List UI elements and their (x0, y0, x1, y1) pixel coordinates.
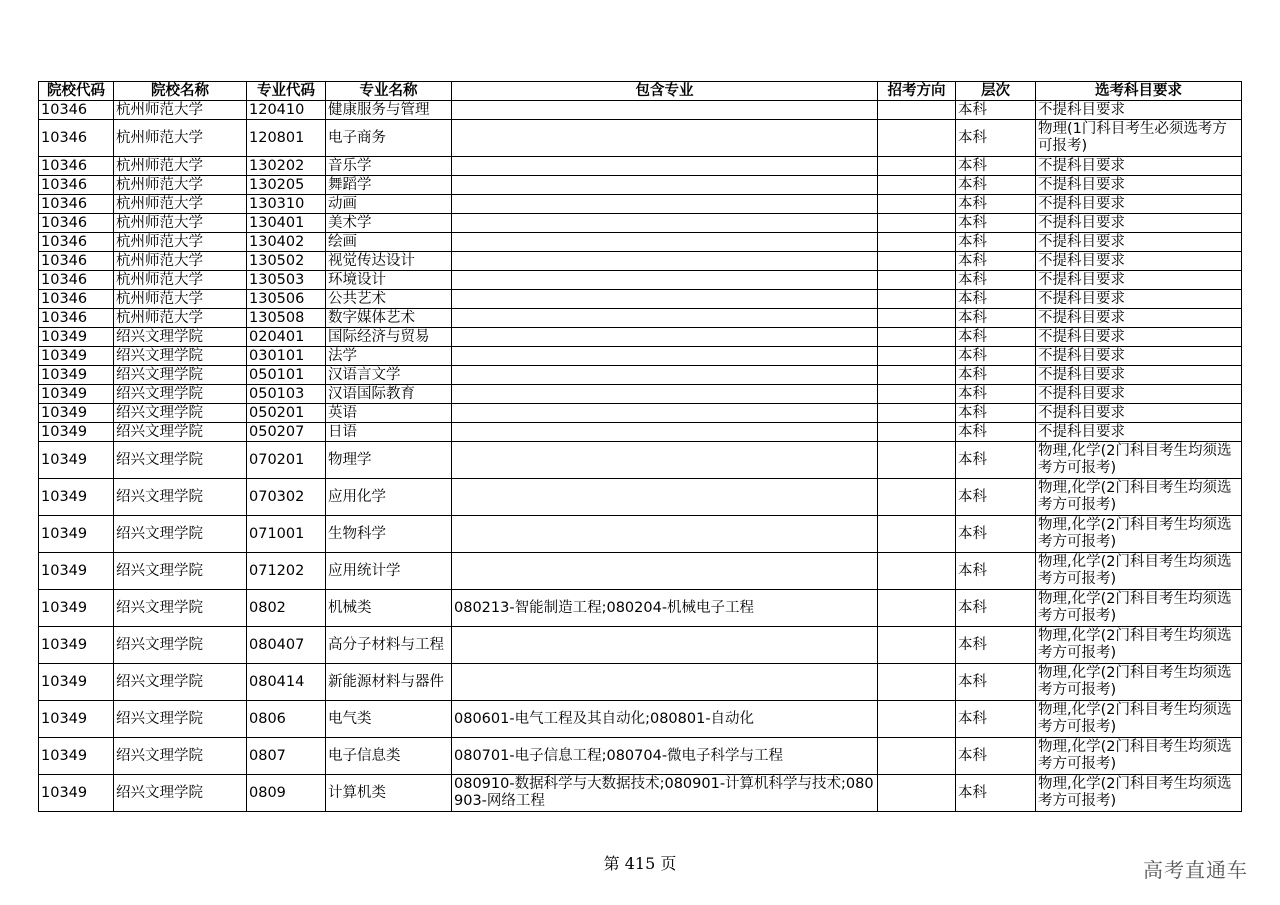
subject-requirement-cell: 不提科目要求 (1036, 176, 1242, 195)
subject-requirement-cell: 不提科目要求 (1036, 157, 1242, 176)
direction-cell (878, 176, 956, 195)
school-name-cell: 杭州师范大学 (114, 271, 247, 290)
major-name-cell: 绘画 (326, 233, 452, 252)
table-row (39, 290, 1242, 309)
included-majors-cell (452, 309, 878, 328)
level-cell: 本科 (956, 120, 1036, 157)
school-name-cell: 绍兴文理学院 (114, 664, 247, 701)
table-row (39, 404, 1242, 423)
major-name-cell: 英语 (326, 404, 452, 423)
level-cell: 本科 (956, 290, 1036, 309)
table-row (39, 664, 1242, 701)
subject-requirement-cell: 不提科目要求 (1036, 385, 1242, 404)
major-name-cell: 音乐学 (326, 157, 452, 176)
subject-requirement-cell: 物理,化学(2门科目考生均须选考方可报考) (1036, 516, 1242, 553)
major-code-cell: 120410 (247, 101, 326, 120)
direction-cell (878, 157, 956, 176)
included-majors-cell: 080213-智能制造工程;080204-机械电子工程 (452, 590, 878, 627)
school-code-cell: 10349 (39, 701, 114, 738)
level-cell: 本科 (956, 157, 1036, 176)
level-cell: 本科 (956, 176, 1036, 195)
included-majors-cell (452, 157, 878, 176)
subject-requirement-cell: 物理,化学(2门科目考生均须选考方可报考) (1036, 553, 1242, 590)
table-row (39, 590, 1242, 627)
level-cell: 本科 (956, 775, 1036, 812)
school-code-cell: 10349 (39, 664, 114, 701)
major-name-cell: 机械类 (326, 590, 452, 627)
included-majors-cell (452, 347, 878, 366)
school-name-cell: 绍兴文理学院 (114, 627, 247, 664)
major-code-cell: 070302 (247, 479, 326, 516)
school-code-cell: 10346 (39, 233, 114, 252)
school-code-cell: 10349 (39, 738, 114, 775)
subject-requirement-cell: 不提科目要求 (1036, 195, 1242, 214)
major-code-cell: 050103 (247, 385, 326, 404)
major-code-cell: 0807 (247, 738, 326, 775)
major-name-cell: 公共艺术 (326, 290, 452, 309)
major-code-cell: 0809 (247, 775, 326, 812)
school-code-cell: 10346 (39, 120, 114, 157)
major-code-cell: 080407 (247, 627, 326, 664)
table-row (39, 195, 1242, 214)
major-code-cell: 130205 (247, 176, 326, 195)
school-name-cell: 杭州师范大学 (114, 233, 247, 252)
level-cell: 本科 (956, 233, 1036, 252)
included-majors-cell: 080701-电子信息工程;080704-微电子科学与工程 (452, 738, 878, 775)
school-name-cell: 绍兴文理学院 (114, 385, 247, 404)
school-name-cell: 绍兴文理学院 (114, 701, 247, 738)
direction-cell (878, 423, 956, 442)
school-name-cell: 杭州师范大学 (114, 195, 247, 214)
major-name-cell: 美术学 (326, 214, 452, 233)
subject-requirement-cell: 物理(1门科目考生必须选考方可报考) (1036, 120, 1242, 157)
school-name-cell: 杭州师范大学 (114, 120, 247, 157)
school-code-cell: 10349 (39, 404, 114, 423)
direction-cell (878, 775, 956, 812)
school-name-cell: 杭州师范大学 (114, 157, 247, 176)
level-cell: 本科 (956, 101, 1036, 120)
major-name-cell: 汉语国际教育 (326, 385, 452, 404)
level-cell: 本科 (956, 442, 1036, 479)
table-row (39, 157, 1242, 176)
school-name-cell: 绍兴文理学院 (114, 590, 247, 627)
subject-requirement-cell: 不提科目要求 (1036, 101, 1242, 120)
major-code-cell: 130506 (247, 290, 326, 309)
header-major-code: 专业代码 (247, 82, 326, 101)
major-name-cell: 汉语言文学 (326, 366, 452, 385)
school-code-cell: 10349 (39, 328, 114, 347)
header-major-name: 专业名称 (326, 82, 452, 101)
direction-cell (878, 271, 956, 290)
included-majors-cell (452, 664, 878, 701)
included-majors-cell (452, 233, 878, 252)
included-majors-cell (452, 120, 878, 157)
subject-requirement-cell: 不提科目要求 (1036, 423, 1242, 442)
table-row (39, 775, 1242, 812)
major-name-cell: 电子信息类 (326, 738, 452, 775)
school-name-cell: 绍兴文理学院 (114, 442, 247, 479)
level-cell: 本科 (956, 479, 1036, 516)
major-code-cell: 020401 (247, 328, 326, 347)
major-name-cell: 舞蹈学 (326, 176, 452, 195)
admissions-table (38, 81, 1242, 812)
school-name-cell: 绍兴文理学院 (114, 775, 247, 812)
major-code-cell: 050201 (247, 404, 326, 423)
included-majors-cell (452, 176, 878, 195)
table-row (39, 627, 1242, 664)
subject-requirement-cell: 物理,化学(2门科目考生均须选考方可报考) (1036, 479, 1242, 516)
major-name-cell: 应用统计学 (326, 553, 452, 590)
level-cell: 本科 (956, 553, 1036, 590)
direction-cell (878, 442, 956, 479)
direction-cell (878, 252, 956, 271)
major-code-cell: 120801 (247, 120, 326, 157)
major-name-cell: 日语 (326, 423, 452, 442)
included-majors-cell (452, 214, 878, 233)
included-majors-cell (452, 627, 878, 664)
major-code-cell: 070201 (247, 442, 326, 479)
subject-requirement-cell: 物理,化学(2门科目考生均须选考方可报考) (1036, 590, 1242, 627)
direction-cell (878, 328, 956, 347)
subject-requirement-cell: 不提科目要求 (1036, 214, 1242, 233)
level-cell: 本科 (956, 366, 1036, 385)
subject-requirement-cell: 不提科目要求 (1036, 252, 1242, 271)
school-code-cell: 10346 (39, 176, 114, 195)
header-school-code: 院校代码 (39, 82, 114, 101)
school-name-cell: 绍兴文理学院 (114, 479, 247, 516)
major-name-cell: 视觉传达设计 (326, 252, 452, 271)
major-name-cell: 生物科学 (326, 516, 452, 553)
direction-cell (878, 385, 956, 404)
direction-cell (878, 347, 956, 366)
included-majors-cell (452, 195, 878, 214)
subject-requirement-cell: 不提科目要求 (1036, 328, 1242, 347)
header-included-majors: 包含专业 (452, 82, 878, 101)
table-row (39, 176, 1242, 195)
direction-cell (878, 738, 956, 775)
major-code-cell: 130401 (247, 214, 326, 233)
major-name-cell: 物理学 (326, 442, 452, 479)
school-name-cell: 杭州师范大学 (114, 214, 247, 233)
included-majors-cell (452, 290, 878, 309)
school-name-cell: 杭州师范大学 (114, 101, 247, 120)
major-code-cell: 071001 (247, 516, 326, 553)
major-name-cell: 国际经济与贸易 (326, 328, 452, 347)
major-name-cell: 动画 (326, 195, 452, 214)
level-cell: 本科 (956, 195, 1036, 214)
table-row (39, 101, 1242, 120)
school-code-cell: 10349 (39, 366, 114, 385)
header-subject-requirement: 选考科目要求 (1036, 82, 1242, 101)
major-name-cell: 数字媒体艺术 (326, 309, 452, 328)
school-code-cell: 10346 (39, 157, 114, 176)
level-cell: 本科 (956, 738, 1036, 775)
table-row (39, 309, 1242, 328)
table-row (39, 328, 1242, 347)
included-majors-cell: 080601-电气工程及其自动化;080801-自动化 (452, 701, 878, 738)
direction-cell (878, 627, 956, 664)
school-code-cell: 10349 (39, 627, 114, 664)
major-code-cell: 071202 (247, 553, 326, 590)
table-row (39, 738, 1242, 775)
level-cell: 本科 (956, 271, 1036, 290)
major-code-cell: 130502 (247, 252, 326, 271)
level-cell: 本科 (956, 214, 1036, 233)
school-name-cell: 绍兴文理学院 (114, 328, 247, 347)
direction-cell (878, 664, 956, 701)
direction-cell (878, 590, 956, 627)
header-school-name: 院校名称 (114, 82, 247, 101)
header-direction: 招考方向 (878, 82, 956, 101)
level-cell: 本科 (956, 385, 1036, 404)
direction-cell (878, 553, 956, 590)
subject-requirement-cell: 物理,化学(2门科目考生均须选考方可报考) (1036, 442, 1242, 479)
school-name-cell: 杭州师范大学 (114, 252, 247, 271)
included-majors-cell: 080910-数据科学与大数据技术;080901-计算机科学与技术;080903-网络工程 (452, 775, 878, 812)
level-cell: 本科 (956, 309, 1036, 328)
table-row (39, 233, 1242, 252)
table-row (39, 385, 1242, 404)
level-cell: 本科 (956, 423, 1036, 442)
direction-cell (878, 404, 956, 423)
major-code-cell: 130503 (247, 271, 326, 290)
included-majors-cell (452, 479, 878, 516)
major-code-cell: 130508 (247, 309, 326, 328)
table-row (39, 252, 1242, 271)
subject-requirement-cell: 不提科目要求 (1036, 233, 1242, 252)
table-row (39, 701, 1242, 738)
school-code-cell: 10346 (39, 290, 114, 309)
school-code-cell: 10349 (39, 442, 114, 479)
included-majors-cell (452, 328, 878, 347)
table-row (39, 553, 1242, 590)
school-code-cell: 10349 (39, 479, 114, 516)
school-name-cell: 绍兴文理学院 (114, 347, 247, 366)
level-cell: 本科 (956, 516, 1036, 553)
direction-cell (878, 214, 956, 233)
school-code-cell: 10346 (39, 252, 114, 271)
table-header-row (39, 82, 1242, 101)
school-code-cell: 10349 (39, 775, 114, 812)
direction-cell (878, 120, 956, 157)
school-code-cell: 10349 (39, 423, 114, 442)
major-code-cell: 050101 (247, 366, 326, 385)
school-name-cell: 杭州师范大学 (114, 309, 247, 328)
school-code-cell: 10349 (39, 590, 114, 627)
level-cell: 本科 (956, 347, 1036, 366)
table-row (39, 271, 1242, 290)
direction-cell (878, 479, 956, 516)
major-code-cell: 030101 (247, 347, 326, 366)
major-code-cell: 0802 (247, 590, 326, 627)
subject-requirement-cell: 不提科目要求 (1036, 366, 1242, 385)
major-name-cell: 计算机类 (326, 775, 452, 812)
table-body (39, 101, 1242, 812)
level-cell: 本科 (956, 627, 1036, 664)
level-cell: 本科 (956, 664, 1036, 701)
major-code-cell: 130202 (247, 157, 326, 176)
subject-requirement-cell: 物理,化学(2门科目考生均须选考方可报考) (1036, 738, 1242, 775)
header-level: 层次 (956, 82, 1036, 101)
major-name-cell: 电气类 (326, 701, 452, 738)
included-majors-cell (452, 423, 878, 442)
major-name-cell: 健康服务与管理 (326, 101, 452, 120)
school-name-cell: 绍兴文理学院 (114, 423, 247, 442)
table-row (39, 214, 1242, 233)
major-code-cell: 130402 (247, 233, 326, 252)
table-row (39, 366, 1242, 385)
school-code-cell: 10346 (39, 214, 114, 233)
school-code-cell: 10346 (39, 195, 114, 214)
school-name-cell: 绍兴文理学院 (114, 366, 247, 385)
level-cell: 本科 (956, 328, 1036, 347)
major-code-cell: 0806 (247, 701, 326, 738)
school-name-cell: 杭州师范大学 (114, 290, 247, 309)
table-row (39, 120, 1242, 157)
school-name-cell: 绍兴文理学院 (114, 516, 247, 553)
direction-cell (878, 233, 956, 252)
watermark: 高考直通车 (1143, 858, 1248, 882)
direction-cell (878, 516, 956, 553)
level-cell: 本科 (956, 404, 1036, 423)
subject-requirement-cell: 不提科目要求 (1036, 290, 1242, 309)
school-code-cell: 10346 (39, 101, 114, 120)
direction-cell (878, 701, 956, 738)
included-majors-cell (452, 271, 878, 290)
major-name-cell: 电子商务 (326, 120, 452, 157)
included-majors-cell (452, 366, 878, 385)
direction-cell (878, 101, 956, 120)
school-name-cell: 绍兴文理学院 (114, 404, 247, 423)
included-majors-cell (452, 442, 878, 479)
subject-requirement-cell: 物理,化学(2门科目考生均须选考方可报考) (1036, 701, 1242, 738)
direction-cell (878, 290, 956, 309)
school-name-cell: 绍兴文理学院 (114, 738, 247, 775)
table-row (39, 516, 1242, 553)
major-name-cell: 环境设计 (326, 271, 452, 290)
major-code-cell: 130310 (247, 195, 326, 214)
subject-requirement-cell: 不提科目要求 (1036, 404, 1242, 423)
direction-cell (878, 366, 956, 385)
included-majors-cell (452, 404, 878, 423)
school-code-cell: 10346 (39, 309, 114, 328)
table-row (39, 479, 1242, 516)
school-name-cell: 杭州师范大学 (114, 176, 247, 195)
level-cell: 本科 (956, 252, 1036, 271)
included-majors-cell (452, 252, 878, 271)
major-name-cell: 应用化学 (326, 479, 452, 516)
school-code-cell: 10349 (39, 553, 114, 590)
table-row (39, 442, 1242, 479)
level-cell: 本科 (956, 701, 1036, 738)
school-name-cell: 绍兴文理学院 (114, 553, 247, 590)
level-cell: 本科 (956, 590, 1036, 627)
direction-cell (878, 309, 956, 328)
major-name-cell: 高分子材料与工程 (326, 627, 452, 664)
subject-requirement-cell: 物理,化学(2门科目考生均须选考方可报考) (1036, 627, 1242, 664)
included-majors-cell (452, 101, 878, 120)
school-code-cell: 10346 (39, 271, 114, 290)
school-code-cell: 10349 (39, 347, 114, 366)
major-name-cell: 新能源材料与器件 (326, 664, 452, 701)
table-row (39, 347, 1242, 366)
school-code-cell: 10349 (39, 385, 114, 404)
subject-requirement-cell: 不提科目要求 (1036, 271, 1242, 290)
included-majors-cell (452, 553, 878, 590)
subject-requirement-cell: 物理,化学(2门科目考生均须选考方可报考) (1036, 664, 1242, 701)
major-name-cell: 法学 (326, 347, 452, 366)
subject-requirement-cell: 不提科目要求 (1036, 309, 1242, 328)
direction-cell (878, 195, 956, 214)
subject-requirement-cell: 不提科目要求 (1036, 347, 1242, 366)
page-number: 第 415 页 (603, 854, 677, 873)
table-row (39, 423, 1242, 442)
subject-requirement-cell: 物理,化学(2门科目考生均须选考方可报考) (1036, 775, 1242, 812)
included-majors-cell (452, 516, 878, 553)
major-code-cell: 050207 (247, 423, 326, 442)
included-majors-cell (452, 385, 878, 404)
school-code-cell: 10349 (39, 516, 114, 553)
major-code-cell: 080414 (247, 664, 326, 701)
